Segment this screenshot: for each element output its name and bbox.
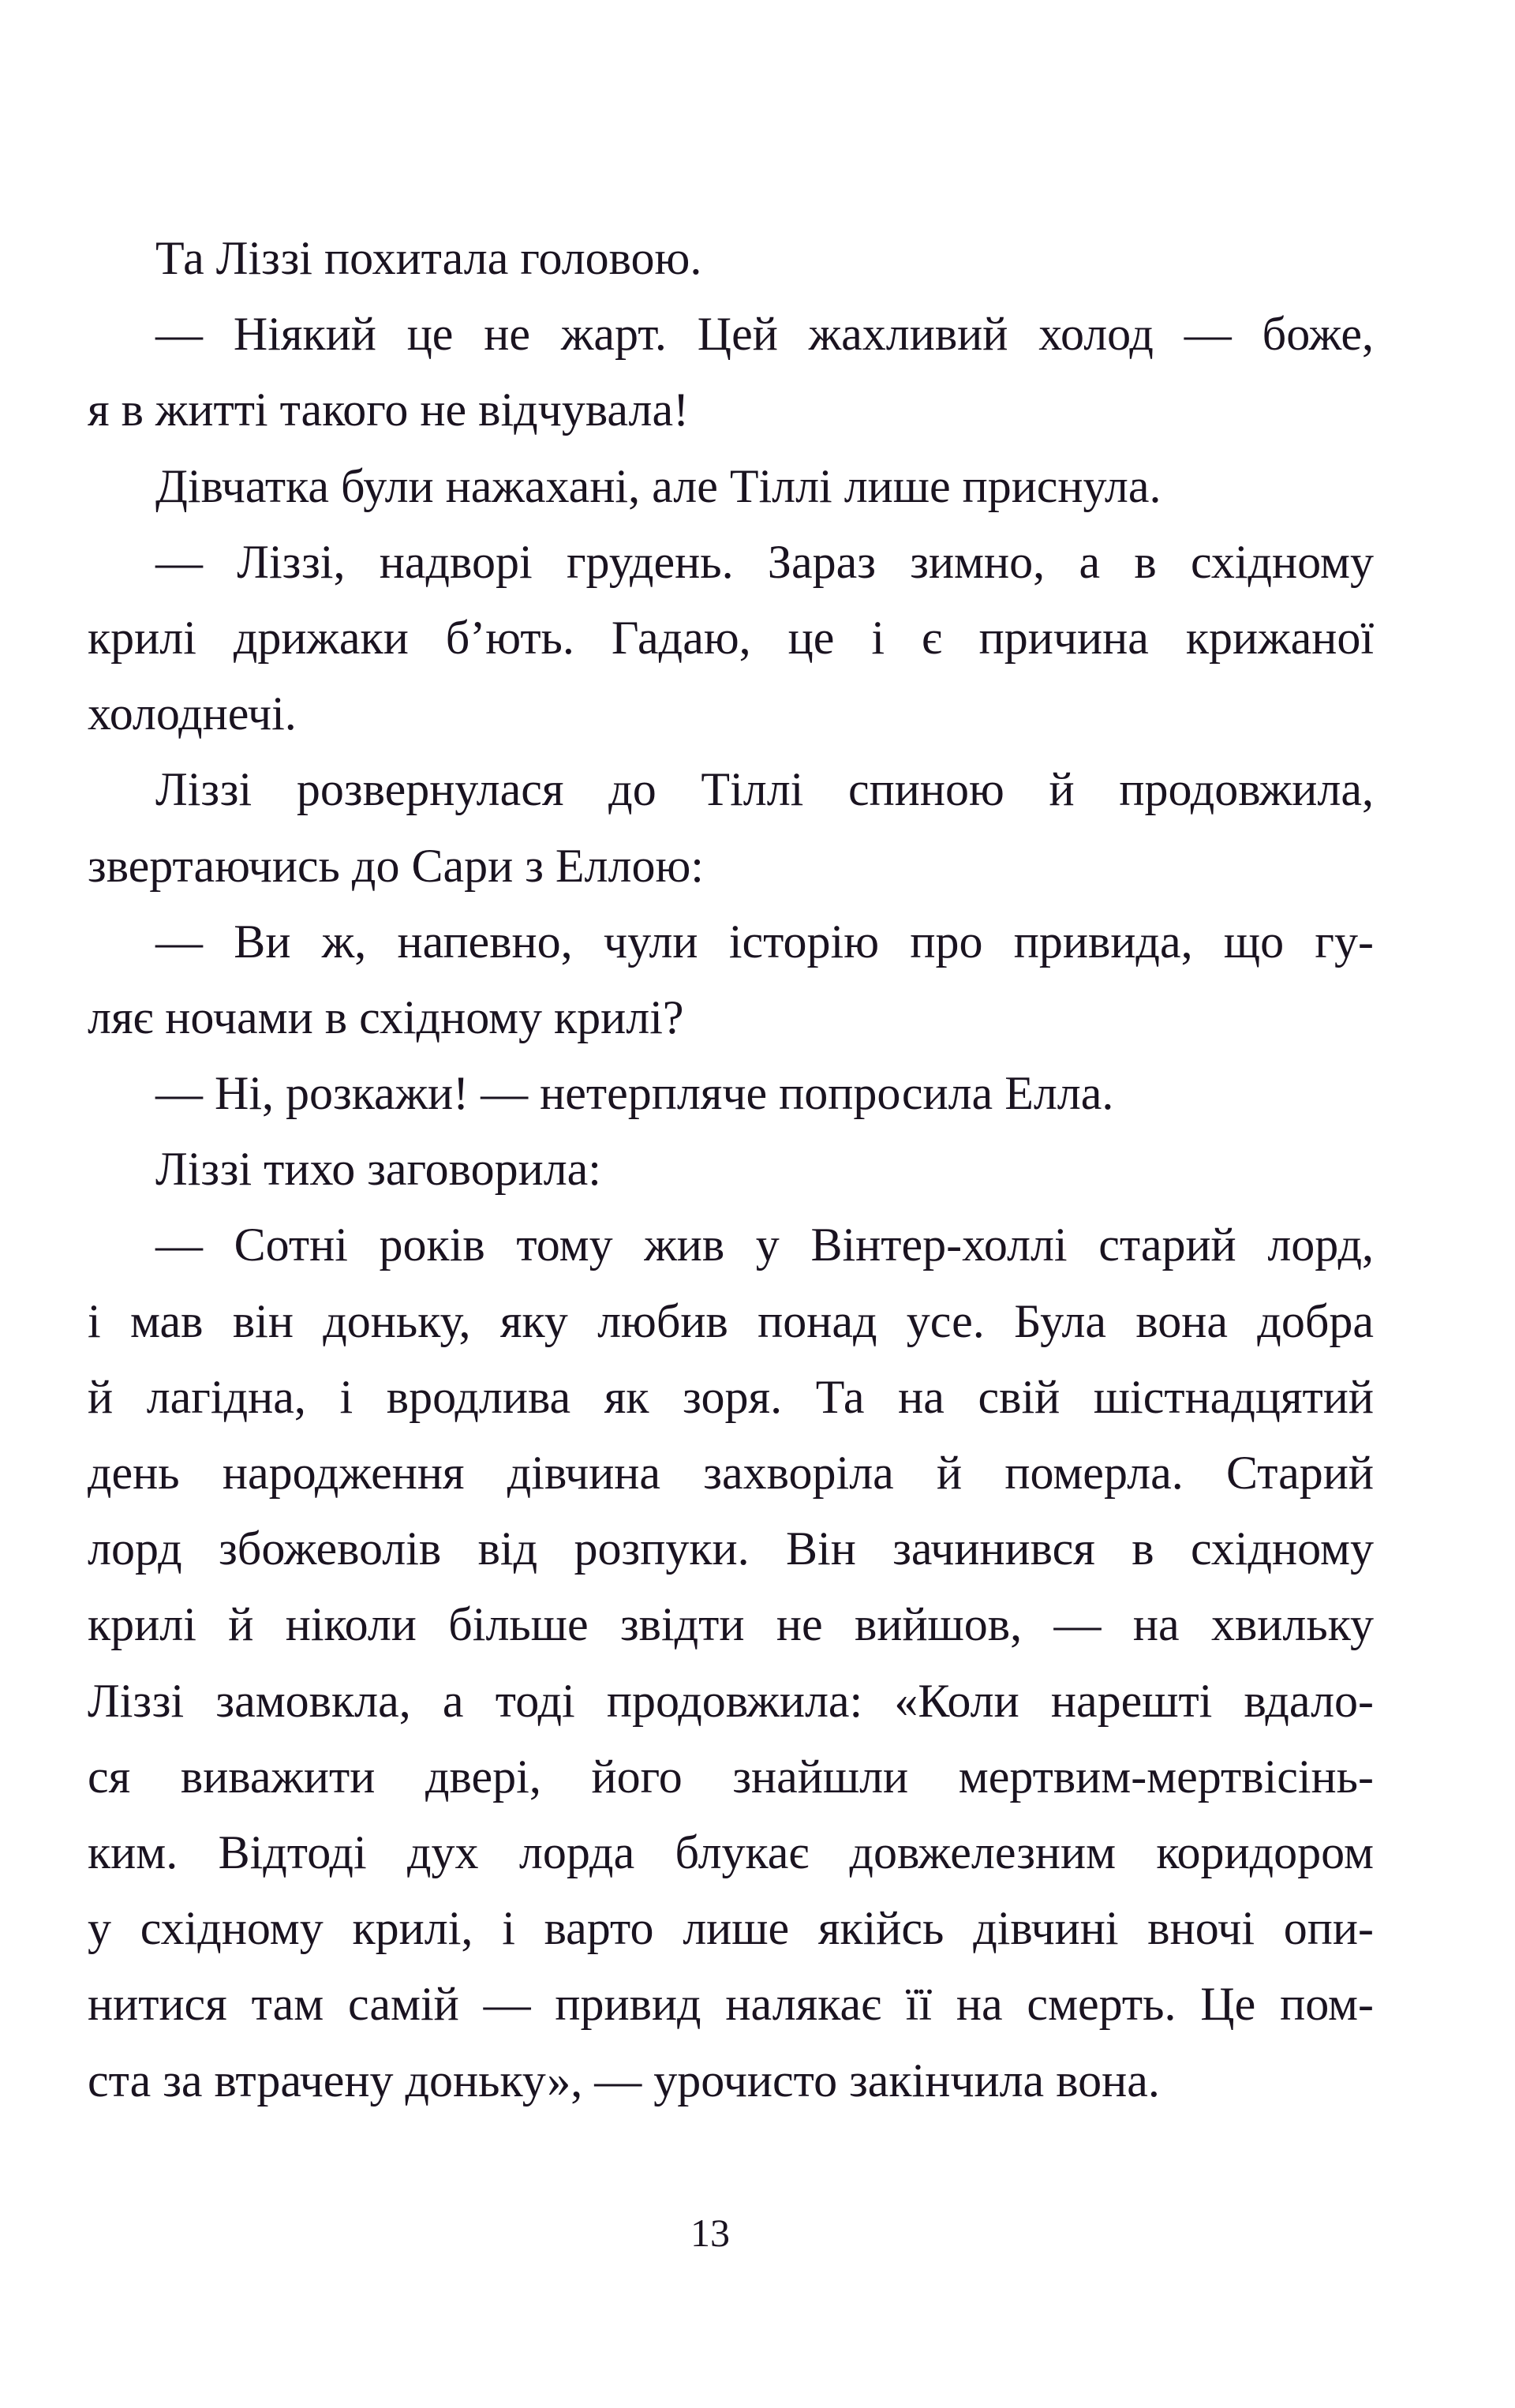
text-line: я в житті такого не відчувала! — [88, 384, 690, 436]
text-line: день народження дівчина захворіла й померла. Старий — [88, 1447, 1374, 1499]
text-line: ким. Відтоді дух лорда блукає довжелезним коридором — [88, 1826, 1374, 1878]
text-line: звертаючись до Сари з Еллою: — [88, 839, 704, 892]
text-line: Ліззі тихо заговорила: — [155, 1143, 601, 1196]
text-line: лорд збожеволів від розпуки. Він зачинився в східному — [88, 1522, 1374, 1575]
text-line: нитися там самій — привид налякає її на смерть. Це пом- — [88, 1978, 1374, 2031]
text-line: — Ніякий це не жарт. Цей жахливий холод — боже, — [155, 308, 1374, 361]
text-line: Та Ліззі похитала головою. — [155, 232, 702, 284]
text-line: Ліззі розвернулася до Тіллі спиною й продовжила, — [155, 763, 1374, 816]
text-line: у східному крилі, і варто лише якійсь дівчині вночі опи- — [88, 1902, 1374, 1955]
text-line: Ліззі замовкла, а тоді продовжила: «Коли нарешті вдало- — [88, 1674, 1374, 1727]
text-line: ся виважити двері, його знайшли мертвим-мертвісінь- — [88, 1750, 1374, 1803]
text-line: — Сотні років тому жив у Вінтер-холлі старий лорд, — [155, 1219, 1374, 1271]
text-line: й лагідна, і вродлива як зоря. Та на свій шістнадцятий — [88, 1370, 1374, 1423]
text-line: Дівчатка були нажахані, але Тіллі лише приснула. — [155, 459, 1162, 512]
text-line: ляє ночами в східному крилі? — [88, 991, 684, 1043]
text-line: крилі дрижаки б’ють. Гадаю, це і є причина крижаної — [88, 611, 1374, 664]
text-line: ста за втрачену доньку», — урочисто закінчила вона. — [88, 2054, 1160, 2107]
text-line: — Ні, розкажи! — нетерпляче попросила Елла. — [155, 1067, 1114, 1120]
text-line: — Ви ж, напевно, чули історію про привида, що гу- — [155, 915, 1374, 968]
text-line: холоднечі. — [88, 687, 297, 740]
text-line: — Ліззі, надворі грудень. Зараз зимно, а в східному — [155, 535, 1374, 588]
text-line: і мав він доньку, яку любив понад усе. Була вона добра — [88, 1294, 1374, 1347]
text-line: крилі й ніколи більше звідти не вийшов, — на хвильку — [88, 1598, 1374, 1651]
page-number: 13 — [690, 2211, 730, 2255]
page-body-text — [88, 220, 1374, 2118]
